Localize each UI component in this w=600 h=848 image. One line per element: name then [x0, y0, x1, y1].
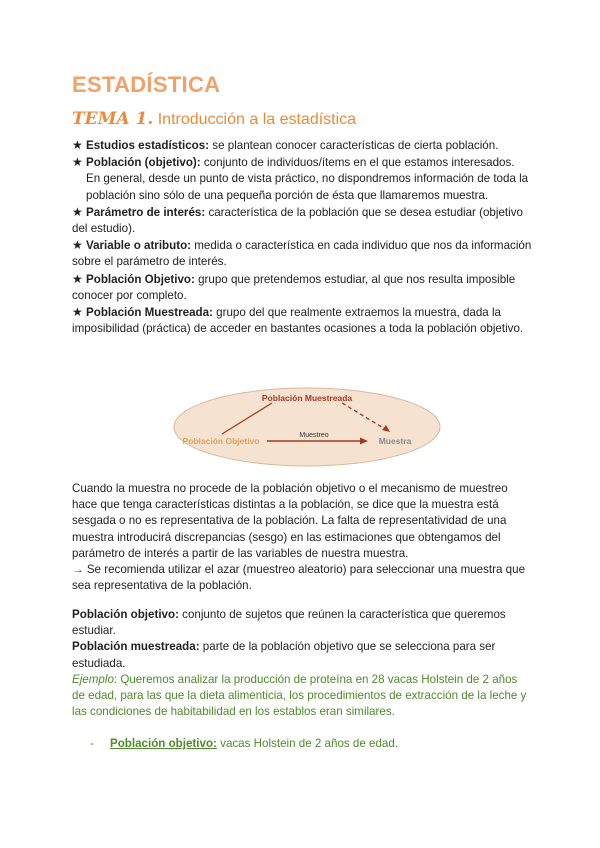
definition-term: Variable o atributo: — [86, 239, 192, 253]
star-icon: ★ — [72, 271, 83, 286]
objective-population-label: Población Objetivo — [182, 436, 260, 446]
definition-text: medida o característica en cada individuo que nos da información sobre el parámetro de interés. — [72, 239, 532, 269]
section-number: TEMA 1. — [72, 109, 154, 129]
definition-text: conjunto de individuos/ítems en el que estamos interesados. — [200, 156, 515, 170]
definition-term: Población (objetivo): — [86, 156, 201, 170]
definition-term: Población objetivo: — [72, 608, 179, 621]
definition-text: conjunto de sujetos que reúnen la característica que queremos estudiar. — [72, 608, 506, 638]
recommendation-paragraph: → Se recomienda utilizar el azar (muestreo aleatorio) para seleccionar una muestra que sea representativa de la población. — [72, 563, 526, 593]
definition-item — [72, 237, 532, 270]
example-label: Ejemplo — [72, 672, 114, 686]
list-item-term: Población objetivo: — [109, 737, 217, 750]
definition-item — [72, 271, 532, 304]
definition-item — [72, 639, 532, 671]
definition-term: Estudios estadísticos: — [86, 139, 210, 152]
definition-term: Población muestreada: — [72, 640, 200, 654]
definition-item — [72, 607, 532, 639]
star-icon: ★ — [72, 305, 83, 320]
definition-text: grupo que pretendemos estudiar, al que nos resulta imposible conocer por completo. — [72, 272, 516, 302]
star-icon: ★ — [72, 155, 83, 170]
star-icon: ★ — [72, 204, 83, 219]
definition-term: Población Objetivo: — [86, 272, 195, 286]
list-item — [90, 737, 398, 750]
bias-paragraph: Cuando la muestra no procede de la población objetivo o el mecanismo de muestreo hace que tenga características distintas a la población, se dice que la muestra está sesgada o no es representativa de la población. La falta de representatividad de una muestra introducirá discrepancias (sesgo) en las estimaciones que obtengamos del parámetro de interés a partir de las variables de nuestra muestra. — [72, 482, 508, 560]
list-item-text: vacas Holstein de 2 años de edad. — [216, 737, 399, 750]
section-heading — [72, 109, 356, 129]
definition-item — [72, 137, 532, 154]
sampling-diagram — [172, 386, 442, 468]
definition-text: característica de la población que se desea estudiar (objetivo del estudio). — [72, 205, 523, 236]
definition-item — [72, 204, 532, 237]
list-bullet: - — [90, 737, 94, 750]
definition-text: parte de la población objetivo que se selecciona para ser estudiada. — [72, 640, 496, 670]
star-icon: ★ — [72, 238, 83, 253]
sampled-population-label: Población Muestreada — [261, 393, 353, 403]
definition-term: Población Muestreada: — [86, 306, 213, 320]
section-title: Introducción a la estadística — [157, 111, 357, 128]
star-icon: ★ — [72, 138, 83, 152]
sample-label: Muestra — [378, 436, 412, 446]
definition-item — [72, 304, 532, 337]
definitions-block-1 — [72, 137, 532, 337]
bias-block — [72, 481, 532, 594]
definitions-block-3 — [72, 607, 532, 720]
example-paragraph — [72, 672, 532, 721]
example-text: : Queremos analizar la producción de proteína en 28 vacas Holstein de 2 años de edad, para las que la dieta alimenticia, los procedimientos de extracción de la leche y las condiciones de habitabilidad en los establos eran similares. — [72, 672, 527, 719]
definition-text: se plantean conocer características de cierta población. — [209, 139, 499, 152]
definition-text: grupo del que realmente extraemos la muestra, dada la imposibilidad (práctica) de acceder en bastantes ocasiones a toda la población objetivo. — [72, 306, 524, 336]
general-paragraph: En general, desde un punto de vista práctico, no dispondremos información de toda la población sino sólo de una pequeña porción de ésta que llamaremos muestra. — [86, 172, 529, 202]
sampling-label: Muestreo — [299, 432, 329, 439]
document-title: ESTADÍSTICA — [72, 72, 221, 97]
definition-term: Parámetro de interés: — [86, 205, 206, 219]
definition-item — [72, 154, 532, 171]
